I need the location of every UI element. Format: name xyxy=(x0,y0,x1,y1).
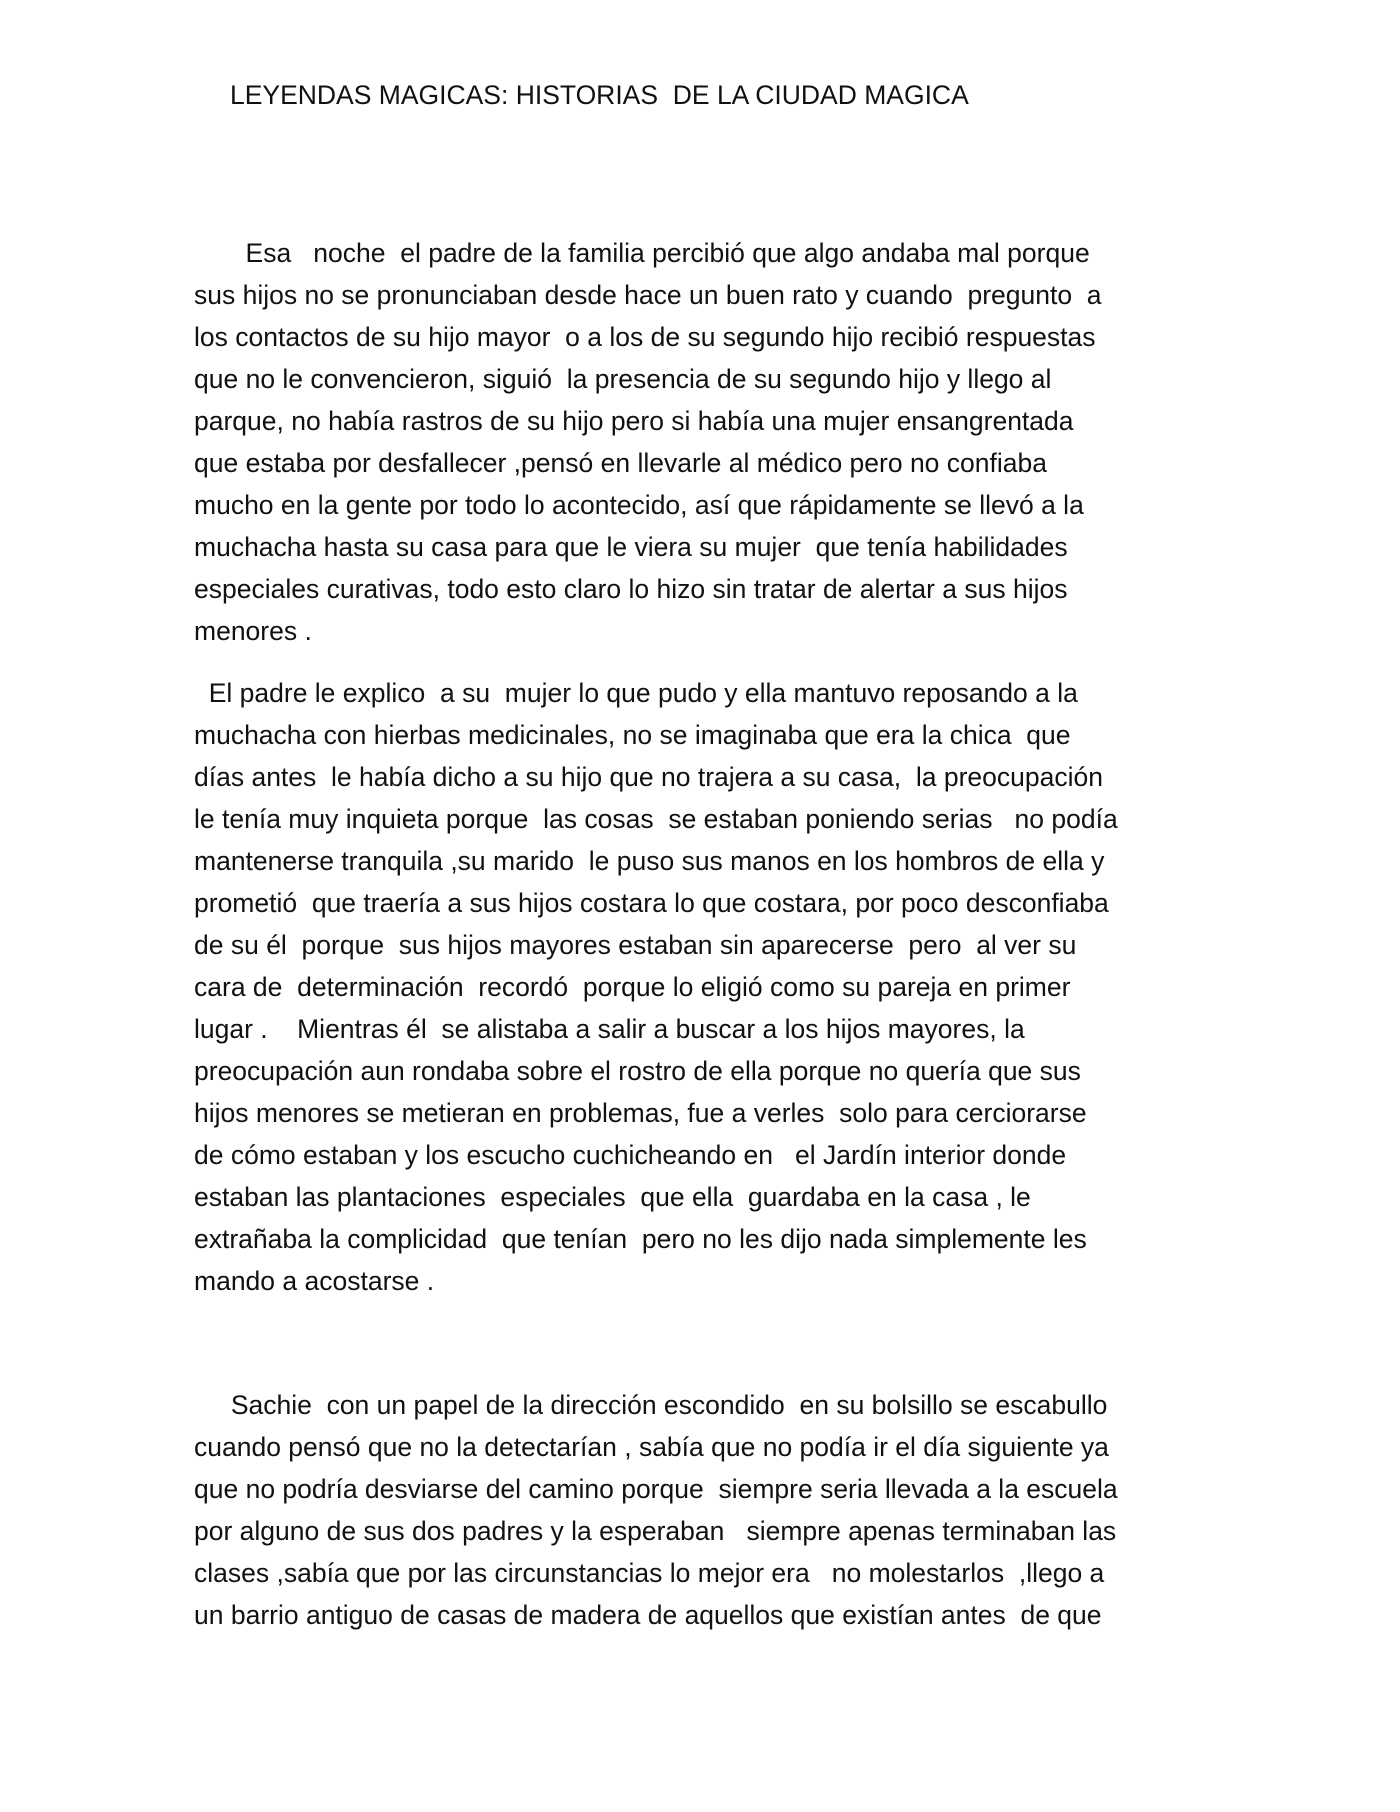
document-title: LEYENDAS MAGICAS: HISTORIAS DE LA CIUDAD MAGICA xyxy=(230,80,969,110)
text-line: sus hijos no se pronunciaban desde hace un buen rato y cuando pregunto a xyxy=(194,280,1102,310)
paragraph-3 xyxy=(194,1384,1118,1636)
text-line: Sachie con un papel de la dirección escondido en su bolsillo se escabullo xyxy=(194,1390,1108,1420)
text-line: preocupación aun rondaba sobre el rostro de ella porque no quería que sus xyxy=(194,1056,1081,1086)
text-line: prometió que traería a sus hijos costara lo que costara, por poco desconfiaba xyxy=(194,888,1109,918)
text-line: cara de determinación recordó porque lo eligió como su pareja en primer xyxy=(194,972,1071,1002)
paragraph-2 xyxy=(194,672,1118,1302)
text-line: de su él porque sus hijos mayores estaban sin aparecerse pero al ver su xyxy=(194,930,1077,960)
text-line: le tenía muy inquieta porque las cosas se estaban poniendo serias no podía xyxy=(194,804,1118,834)
text-line: especiales curativas, todo esto claro lo hizo sin tratar de alertar a sus hijos xyxy=(194,574,1068,604)
text-line: de cómo estaban y los escucho cuchicheando en el Jardín interior donde xyxy=(194,1140,1067,1170)
text-line: lugar . Mientras él se alistaba a salir a buscar a los hijos mayores, la xyxy=(194,1014,1025,1044)
text-line: mantenerse tranquila ,su marido le puso sus manos en los hombros de ella y xyxy=(194,846,1105,876)
text-line: por alguno de sus dos padres y la esperaban siempre apenas terminaban las xyxy=(194,1516,1117,1546)
text-line: estaban las plantaciones especiales que ella guardaba en la casa , le xyxy=(194,1182,1031,1212)
text-line: parque, no había rastros de su hijo pero si había una mujer ensangrentada xyxy=(194,406,1074,436)
text-line: mando a acostarse . xyxy=(194,1266,435,1296)
text-line: muchacha hasta su casa para que le viera su mujer que tenía habilidades xyxy=(194,532,1068,562)
text-line: que no podría desviarse del camino porque siempre seria llevada a la escuela xyxy=(194,1474,1118,1504)
text-line: Esa noche el padre de la familia percibió que algo andaba mal porque xyxy=(194,238,1090,268)
text-line: clases ,sabía que por las circunstancias lo mejor era no molestarlos ,llego a xyxy=(194,1558,1105,1588)
text-line: mucho en la gente por todo lo acontecido, así que rápidamente se llevó a la xyxy=(194,490,1084,520)
text-line: que no le convencieron, siguió la presencia de su segundo hijo y llego al xyxy=(194,364,1052,394)
text-line: días antes le había dicho a su hijo que no trajera a su casa, la preocupación xyxy=(194,762,1103,792)
text-line: los contactos de su hijo mayor o a los de su segundo hijo recibió respuestas xyxy=(194,322,1096,352)
text-line: extrañaba la complicidad que tenían pero no les dijo nada simplemente les xyxy=(194,1224,1087,1254)
text-line: menores . xyxy=(194,616,312,646)
text-line: El padre le explico a su mujer lo que pudo y ella mantuvo reposando a la xyxy=(194,678,1078,708)
text-line: un barrio antiguo de casas de madera de aquellos que existían antes de que xyxy=(194,1600,1102,1630)
paragraph-1 xyxy=(194,232,1102,652)
text-line: cuando pensó que no la detectarían , sabía que no podía ir el día siguiente ya xyxy=(194,1432,1109,1462)
text-line: hijos menores se metieran en problemas, fue a verles solo para cerciorarse xyxy=(194,1098,1087,1128)
text-line: que estaba por desfallecer ,pensó en llevarle al médico pero no confiaba xyxy=(194,448,1047,478)
text-line: muchacha con hierbas medicinales, no se imaginaba que era la chica que xyxy=(194,720,1071,750)
